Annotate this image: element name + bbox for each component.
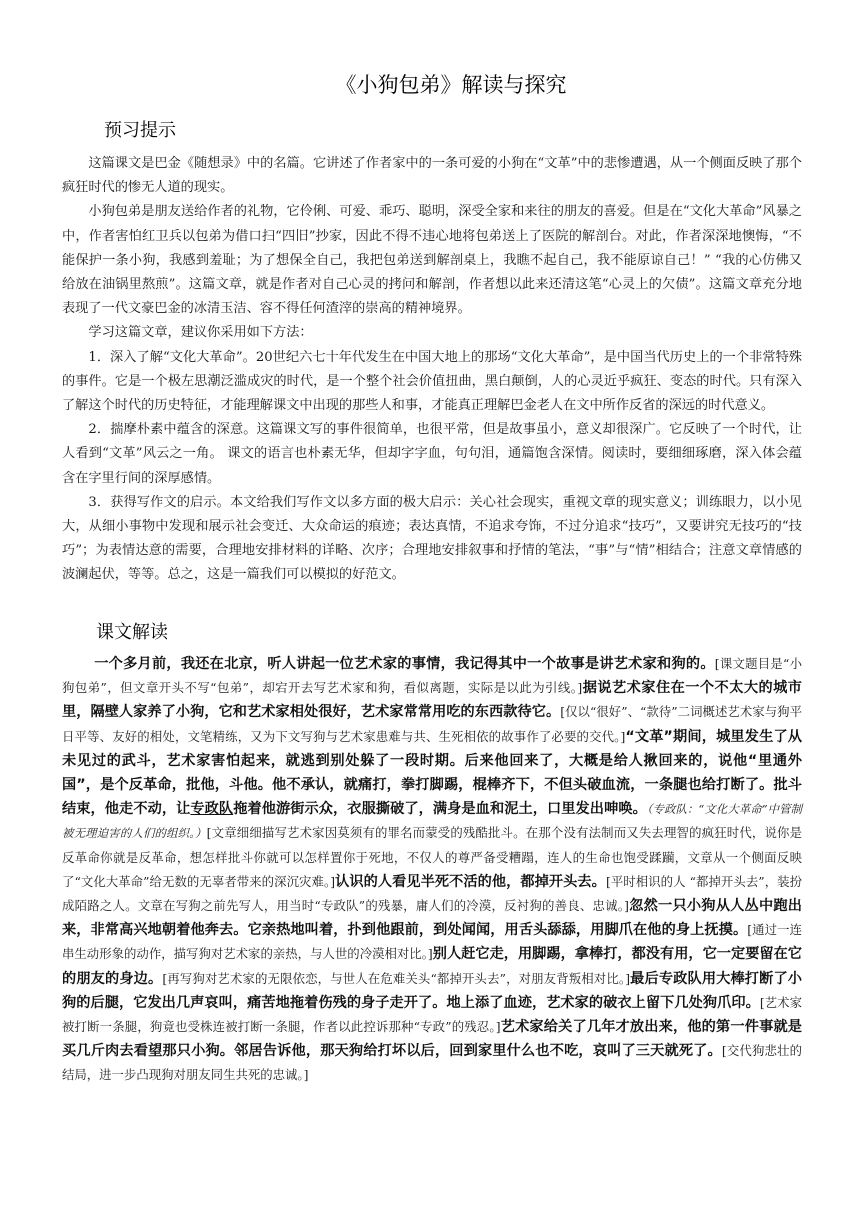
original-text: 忽然一只小狗从人丛中跑出来，非常高兴地朝着他奔去。它亲热地叫着，扑到他跟前，到处闻闻，用舌头舔舔，用脚爪在他的身上抚摸。 bbox=[62, 898, 802, 939]
original-text: “文革”期间，城里发生了从未见过的武斗，艺术家害怕起来，就逃到别处躲了一段时期。后来他回来了，大概是给人揪回来的，说他“里通外国”，是个反革命，批他，斗他。他不承认，就痛打，拳打脚踢，棍棒齐下，不但头破血流，一条腿也给打断了。批斗结束，他走不动，让 bbox=[62, 728, 802, 818]
original-text: 最后专政队用大棒打断了小狗的后腿，它发出几声哀叫，痛苦地拖着伤残的身子走开了。地上添了血迹，艺术家的破衣上留下几处狗爪印。 bbox=[62, 970, 802, 1011]
annotation: [通过一连串生动形象的动作，描写狗对艺术家的亲热，与人世的冷漠相对比。] bbox=[62, 922, 802, 962]
preview-paragraph: 这篇课文是巴金《随想录》中的名篇。它讲述了作者家中的一条可爱的小狗在“文革”中的悲惨遭遇，从一个侧面反映了那个疯狂时代的惨无人道的现实。 bbox=[62, 156, 802, 196]
original-text: 认识的人看见半死不活的他，都掉开头去。 bbox=[335, 873, 606, 890]
preview-heading: 预习提示 bbox=[104, 120, 176, 141]
preview-paragraph: 2．揣摩朴素中蕴含的深意。这篇课文写的事件很简单，也很平常，但是故事虽小，意义却很深广。它反映了一个时代，让人看到“文革”风云之一角。 课文的语言也朴素无华，但却字字血，句句泪，通篇饱含深情。阅读时，要细细琢磨，深入体会蕴含在字里行间的深厚感情。 bbox=[62, 422, 802, 486]
preview-paragraph: 1．深入了解“文化大革命”。20世纪六七十年代发生在中国大地上的那场“文化大革命”，是中国当代历史上的一个非常特殊的事件。它是一个极左思潮泛滥成灾的时代，是一个整个社会价值扭曲，黑白颠倒，人的心灵近乎疯狂、变态的时代。只有深入了解这个时代的历史特征，才能理解课文中出现的那些人和事，才能真正理解巴金老人在文中所作反省的深远的时代意义。 bbox=[62, 349, 802, 414]
page-title: 《小狗包弟》解读与探究 bbox=[335, 73, 567, 97]
preview-section bbox=[62, 152, 802, 588]
original-text: 一个多月前，我还在北京，听人讲起一位艺术家的事情，我记得其中一个故事是讲艺术家和狗的。 bbox=[94, 656, 715, 672]
annotation: [交代狗悲壮的结局，进一步凸现狗对朋友同生共死的忠诚。] bbox=[62, 1043, 802, 1083]
preview-paragraph: 学习这篇文章，建议你采用如下方法： bbox=[88, 325, 313, 341]
analysis-paragraph bbox=[62, 652, 802, 1088]
term-note: （专政队：“文化大革命”中管制被无理迫害的人们的组织。） bbox=[62, 802, 802, 841]
preview-paragraph: 3．获得写作文的启示。本文给我们写作文以多方面的极大启示：关心社会现实，重视文章的现实意义；训练眼力，以小见大，从细小事物中发现和展示社会变迁、大众命运的痕迹；表达真情，不追求夸饰，不过分追求“技巧”，又要讲究无技巧的“技巧”；为表情达意的需要，合理地安排材料的详略、次序；合理地安排叙事和抒情的笔法，“事”与“情”相结合；注意文章情感的波澜起伏，等等。总之，这是一篇我们可以模拟的好范文。 bbox=[62, 494, 802, 583]
preview-paragraph: 小狗包弟是朋友送给作者的礼物，它伶俐、可爱、乖巧、聪明，深受全家和来往的朋友的喜爱。但是在“文化大革命”风暴之中，作者害怕红卫兵以包弟为借口扫“四旧”抄家，因此不得不违心地将包弟送上了医院的解剖台。对此，作者深深地懊悔，“不能保护一条小狗，我感到羞耻；为了想保全自己，我把包弟送到解剖桌上，我瞧不起自己，我不能原谅自己！” “我的心仿佛又给放在油锅里熬煎”。这篇文章，就是作者对自己心灵的拷问和解剖，作者想以此来还清这笔“心灵上的欠债”。这篇文章充分地表现了一代文豪巴金的冰清玉洁、容不得任何渣滓的崇高的精神境界。 bbox=[62, 204, 802, 317]
annotation: [平时相识的人 “都掉开头去”，装扮成陌路之人。文章在写狗之前先写人，用当时“专政队”的残暴，庸人们的冷漠，反衬狗的善良、忠诚。] bbox=[62, 873, 802, 914]
annotation: [艺术家被打断一条腿，狗竟也受株连被打断一条腿，作者以此控诉那种“专政”的残忍。] bbox=[62, 994, 802, 1035]
original-text: 别人赶它走，用脚踢，拿棒打，都没有用，它一定要留在它的朋友的身边。 bbox=[62, 946, 802, 987]
annotation: [文章细细描写艺术家因莫须有的罪名而蒙受的残酷批斗。在那个没有法制而又失去理智的疯狂时代，说你是反革命你就是反革命，想怎样批斗你就可以怎样置你于死地，不仅人的尊严备受糟蹋，连人的生命也饱受蹂躏，文章从一个侧面反映了“文化大革命”给无数的无辜者带来的深沉灾难。] bbox=[62, 825, 802, 889]
annotation: [仅以“很好”、“款待”二词概述艺术家与狗平日平等、友好的相处，文笔精练，又为下文写狗与艺术家患难与共、生死相依的故事作了必要的交代。] bbox=[62, 704, 802, 744]
annotation: [课文题目是“小狗包弟”，但文章开头不写“包弟”，却宕开去写艺术家和狗，看似离题，实际是以此为引线。] bbox=[62, 656, 802, 696]
analysis-heading: 课文解读 bbox=[96, 622, 168, 643]
original-text: 拖着他游街示众，衣服撕破了，满身是血和泥土，口里发出呻唤。 bbox=[233, 801, 647, 818]
underlined-term: 专政队 bbox=[190, 801, 234, 818]
original-text: 艺术家给关了几年才放出来，他的第一件事就是买几斤肉去看望那只小狗。邻居告诉他，那天狗给打坏以后，回到家里什么也不吃，哀叫了三天就死了。 bbox=[62, 1019, 802, 1060]
original-text: 据说艺术家住在一个不太大的城市里，隔壁人家养了小狗，它和艺术家相处很好，艺术家常常用吃的东西款待它。 bbox=[62, 680, 802, 721]
analysis-section bbox=[62, 652, 802, 1088]
annotation: [再写狗对艺术家的无限依恋，与世人在危难关头“都掉开头去”，对朋友背叛相对比。] bbox=[162, 970, 631, 986]
